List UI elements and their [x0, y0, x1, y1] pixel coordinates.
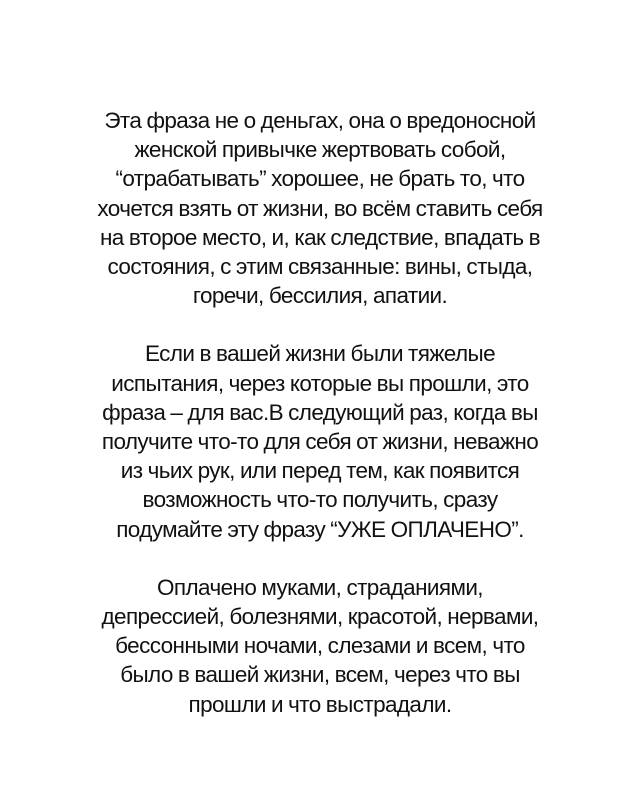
text-line: Эта фраза не о деньгах, она о вредоносной	[104, 108, 536, 133]
text-line: было в вашей жизни, всем, через что вы	[120, 662, 520, 688]
paragraph-spacer	[0, 310, 640, 339]
text-line: на второе место, и, как следствие, впадать в	[99, 224, 541, 250]
text-line: “отрабатывать” хорошее, не брать то, что	[115, 166, 525, 192]
text-line: подумайте эту фразу “УЖЕ ОПЛАЧЕНО”.	[116, 516, 524, 542]
text-line: Оплачено муками, страданиями,	[157, 574, 483, 600]
text-line: горечи, бессилия, апатии.	[192, 283, 448, 309]
text-line: возможность что-то получить, сразу	[142, 487, 498, 513]
text-line: фраза – для вас.В следующий раз, когда вы	[102, 399, 538, 425]
paragraph-paid	[20, 573, 620, 719]
text-line: бессонными ночами, слезами и всем, что	[115, 633, 525, 659]
text-line: получите что-то для себя от жизни, неважно	[101, 429, 539, 455]
text-line: женской привычке жертвовать собой,	[134, 137, 506, 163]
paragraph-spacer	[0, 544, 640, 573]
text-line: депрессией, болезнями, красотой, нервами,	[101, 604, 539, 630]
text-line: хочется взять от жизни, во всём ставить себя	[97, 195, 543, 221]
text-line: состояния, с этим связанные: вины, стыда,	[107, 254, 533, 280]
text-line: Если в вашей жизни были тяжелые	[145, 341, 495, 367]
text-line: прошли и что выстрадали.	[188, 691, 452, 717]
paragraph-habit	[20, 106, 620, 310]
text-line: из чьих рук, или перед тем, как появится	[120, 458, 520, 484]
paragraph-trials	[20, 339, 620, 543]
text-line: испытания, через которые вы прошли, это	[111, 370, 529, 396]
